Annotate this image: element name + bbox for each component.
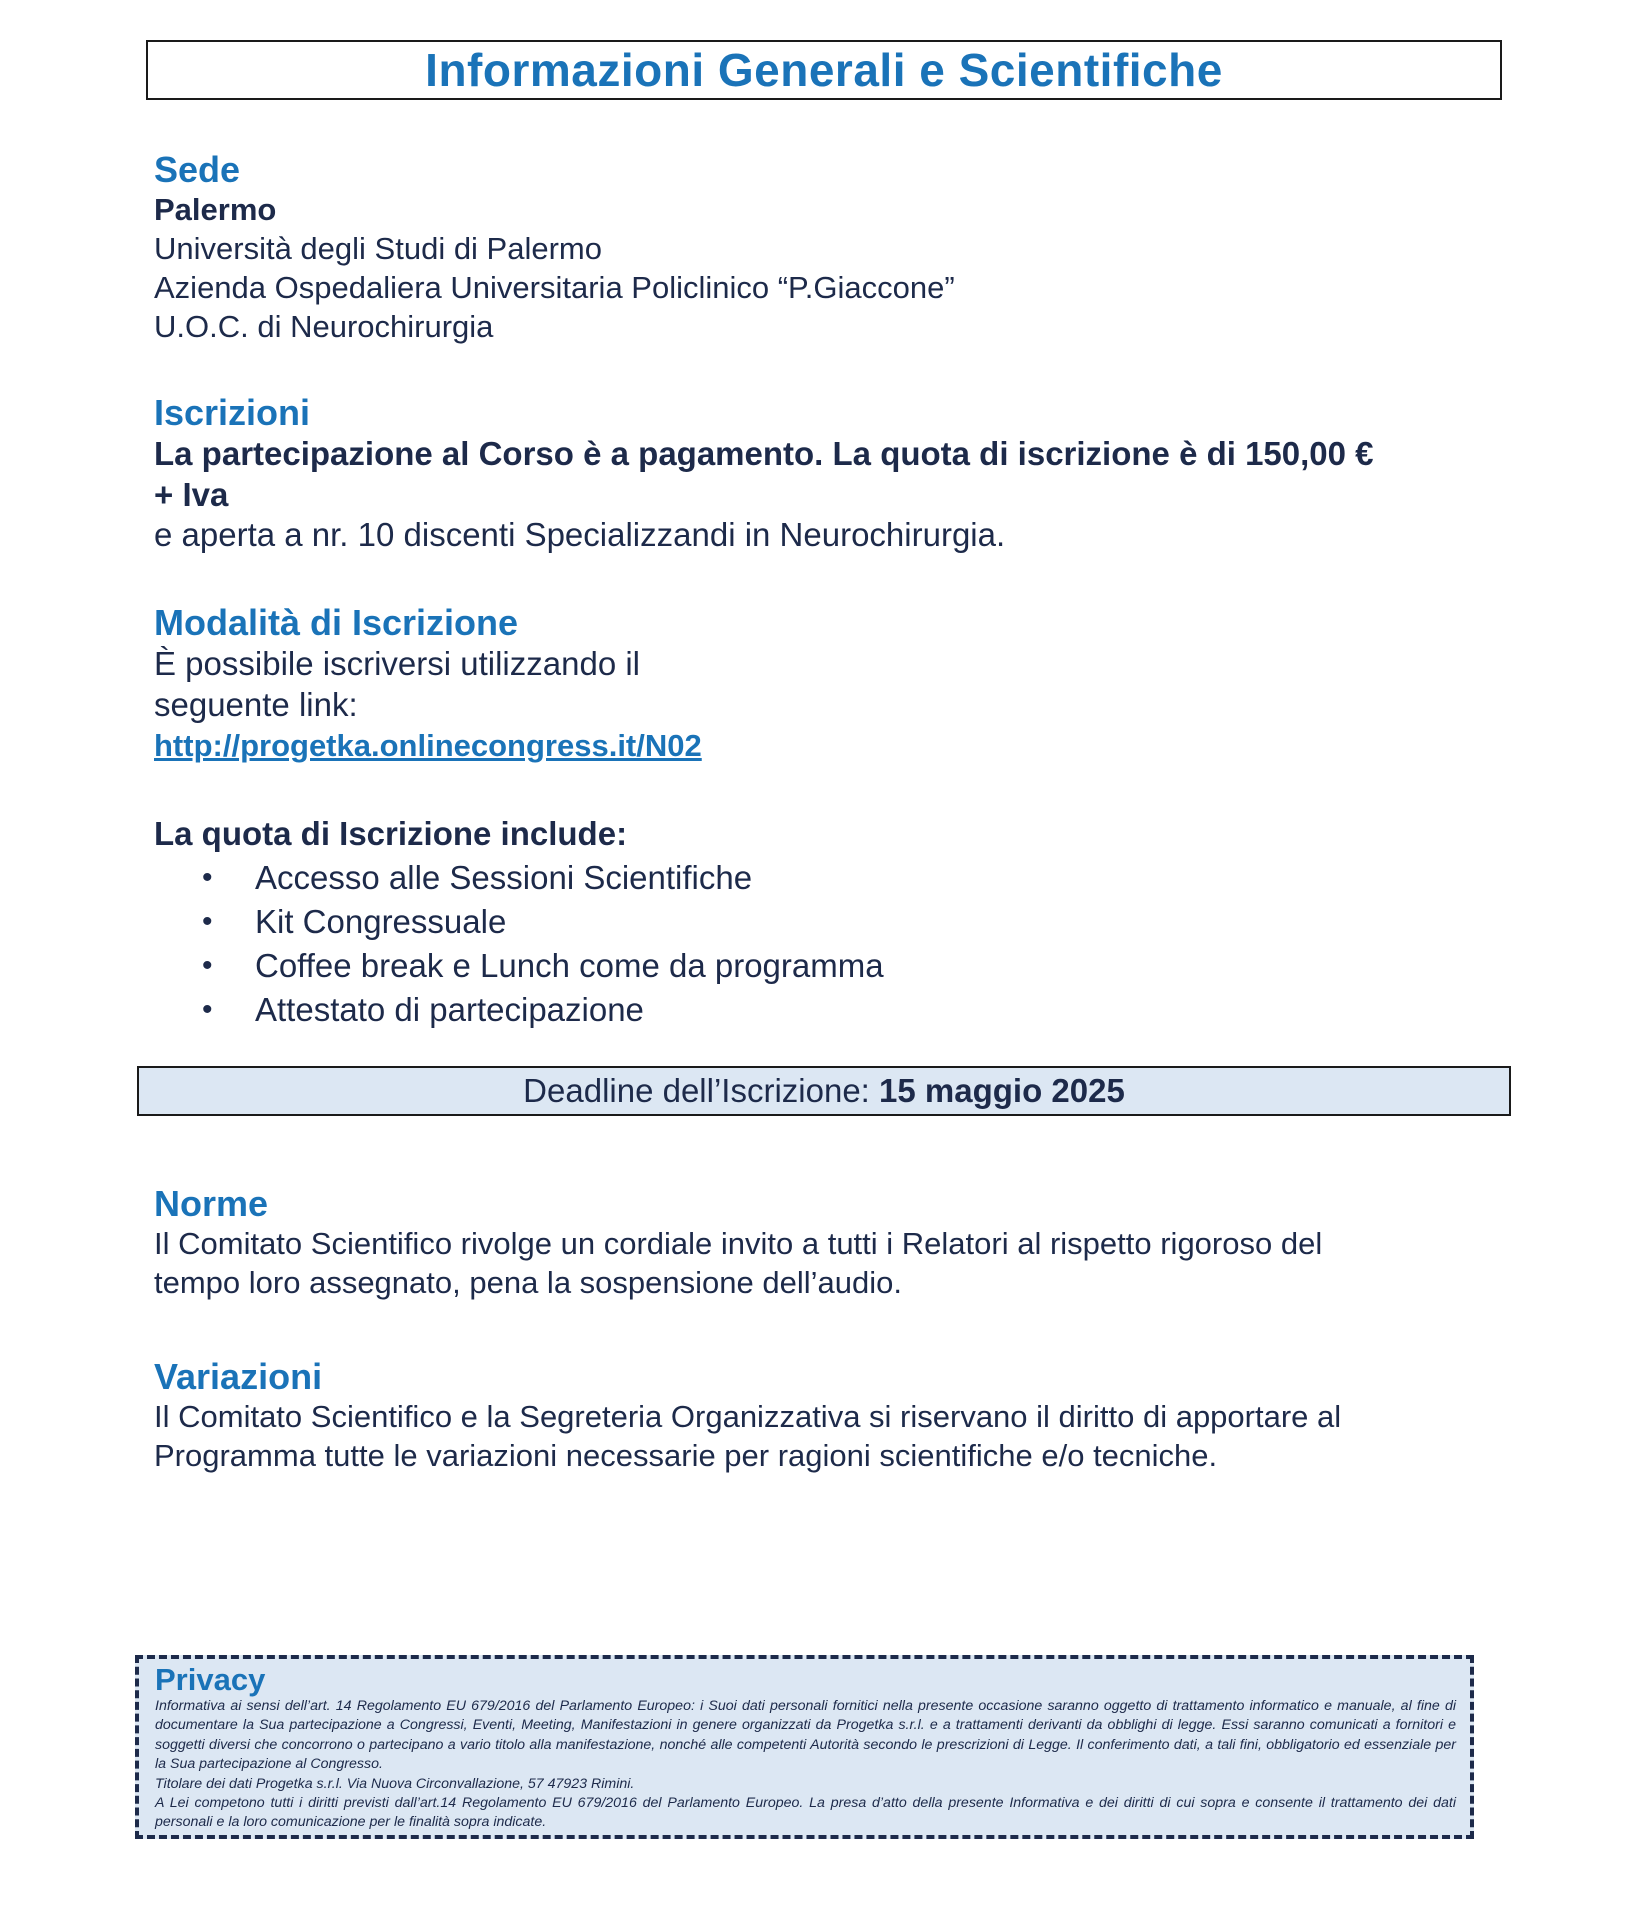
- section-sede: [154, 150, 1504, 346]
- sede-line-3: U.O.C. di Neurochirurgia: [154, 309, 494, 344]
- modalita-line-2: seguente link:: [154, 686, 358, 723]
- deadline-box: [137, 1066, 1511, 1116]
- registration-link[interactable]: http://progetka.onlinecongress.it/N02: [154, 728, 702, 763]
- variazioni-line-1: Il Comitato Scientifico e la Segreteria Organizzativa si riservano il diritto di apportare al: [154, 1399, 1342, 1434]
- privacy-paragraph-3: A Lei competono tutti i diritti previsti dall’art.14 Regolamento EU 679/2016 del Parlamento Europeo. La presa d’atto della presente Informativa e dei diritti di cui sopra e consente il trattamento dei dati personali e la loro comunicazione per le finalità sopra indicate.: [155, 1795, 1456, 1831]
- section-modalita: [154, 603, 1504, 767]
- quota-list: [154, 856, 1504, 1032]
- sede-line-2: Azienda Ospedaliera Universitaria Policlinico “P.Giaccone”: [154, 270, 955, 305]
- privacy-paragraph-1: Informativa ai sensi dell’art. 14 Regolamento EU 679/2016 del Parlamento Europeo: i Suoi dati personali fornitici nella presente occasione saranno oggetto di trattamento informatico e manuale, al fine di documentare la Sua partecipazione a Congressi, Eventi, Meeting, Manifestazioni in genere organizzati da Progetka s.r.l. e a trattamenti derivanti da obblighi di legge. Essi saranno comunicati a fornitori e soggetti diversi che concorrono o partecipano a vario titolo alla manifestazione, nonché alle competenti Autorità secondo le prescrizioni di Legge. Il conferimento dati, a tali fini, obbligatorio ed essenziale per la Sua partecipazione al Congresso.: [155, 1698, 1456, 1773]
- section-variazioni: [154, 1357, 1504, 1475]
- sede-line-1: Università degli Studi di Palermo: [154, 231, 602, 266]
- variazioni-heading: Variazioni: [154, 1356, 323, 1397]
- modalita-line-1: È possibile iscriversi utilizzando il: [154, 645, 641, 682]
- deadline-date: 15 maggio 2025: [879, 1072, 1125, 1109]
- list-item: • Accesso alle Sessioni Scientifiche: [154, 856, 1504, 900]
- page-title: Informazioni Generali e Scientifiche: [425, 44, 1223, 96]
- sede-heading: Sede: [154, 149, 241, 190]
- section-iscrizioni: [154, 393, 1504, 555]
- sede-city: Palermo: [154, 192, 277, 227]
- section-norme: [154, 1184, 1504, 1302]
- norme-heading: Norme: [154, 1183, 269, 1224]
- modalita-heading: Modalità di Iscrizione: [154, 602, 519, 643]
- list-item: • Attestato di partecipazione: [154, 988, 1504, 1032]
- list-item: • Kit Congressuale: [154, 900, 1504, 944]
- iscrizioni-iva-line: + Iva: [154, 476, 229, 513]
- iscrizioni-heading: Iscrizioni: [154, 392, 311, 433]
- privacy-box: [135, 1655, 1474, 1839]
- privacy-paragraph-2: Titolare dei dati Progetka s.r.l. Via Nuova Circonvallazione, 57 47923 Rimini.: [155, 1775, 635, 1792]
- title-box: [146, 40, 1502, 100]
- section-quota: [154, 812, 1504, 1032]
- quota-heading: La quota di Iscrizione include:: [154, 815, 628, 852]
- norme-line-2: tempo loro assegnato, pena la sospensione dell’audio.: [154, 1265, 902, 1300]
- list-item: • Coffee break e Lunch come da programma: [154, 944, 1504, 988]
- iscrizioni-discenti-line: e aperta a nr. 10 discenti Specializzandi in Neurochirurgia.: [154, 516, 1006, 553]
- variazioni-line-2: Programma tutte le variazioni necessarie per ragioni scientifiche e/o tecniche.: [154, 1438, 1218, 1473]
- iscrizioni-fee-line: La partecipazione al Corso è a pagamento. La quota di iscrizione è di 150,00 €: [154, 435, 1374, 472]
- norme-line-1: Il Comitato Scientifico rivolge un cordiale invito a tutti i Relatori al rispetto rigoroso del: [154, 1226, 1323, 1261]
- privacy-heading: Privacy: [155, 1662, 266, 1697]
- deadline-label: Deadline dell’Iscrizione:: [523, 1072, 880, 1109]
